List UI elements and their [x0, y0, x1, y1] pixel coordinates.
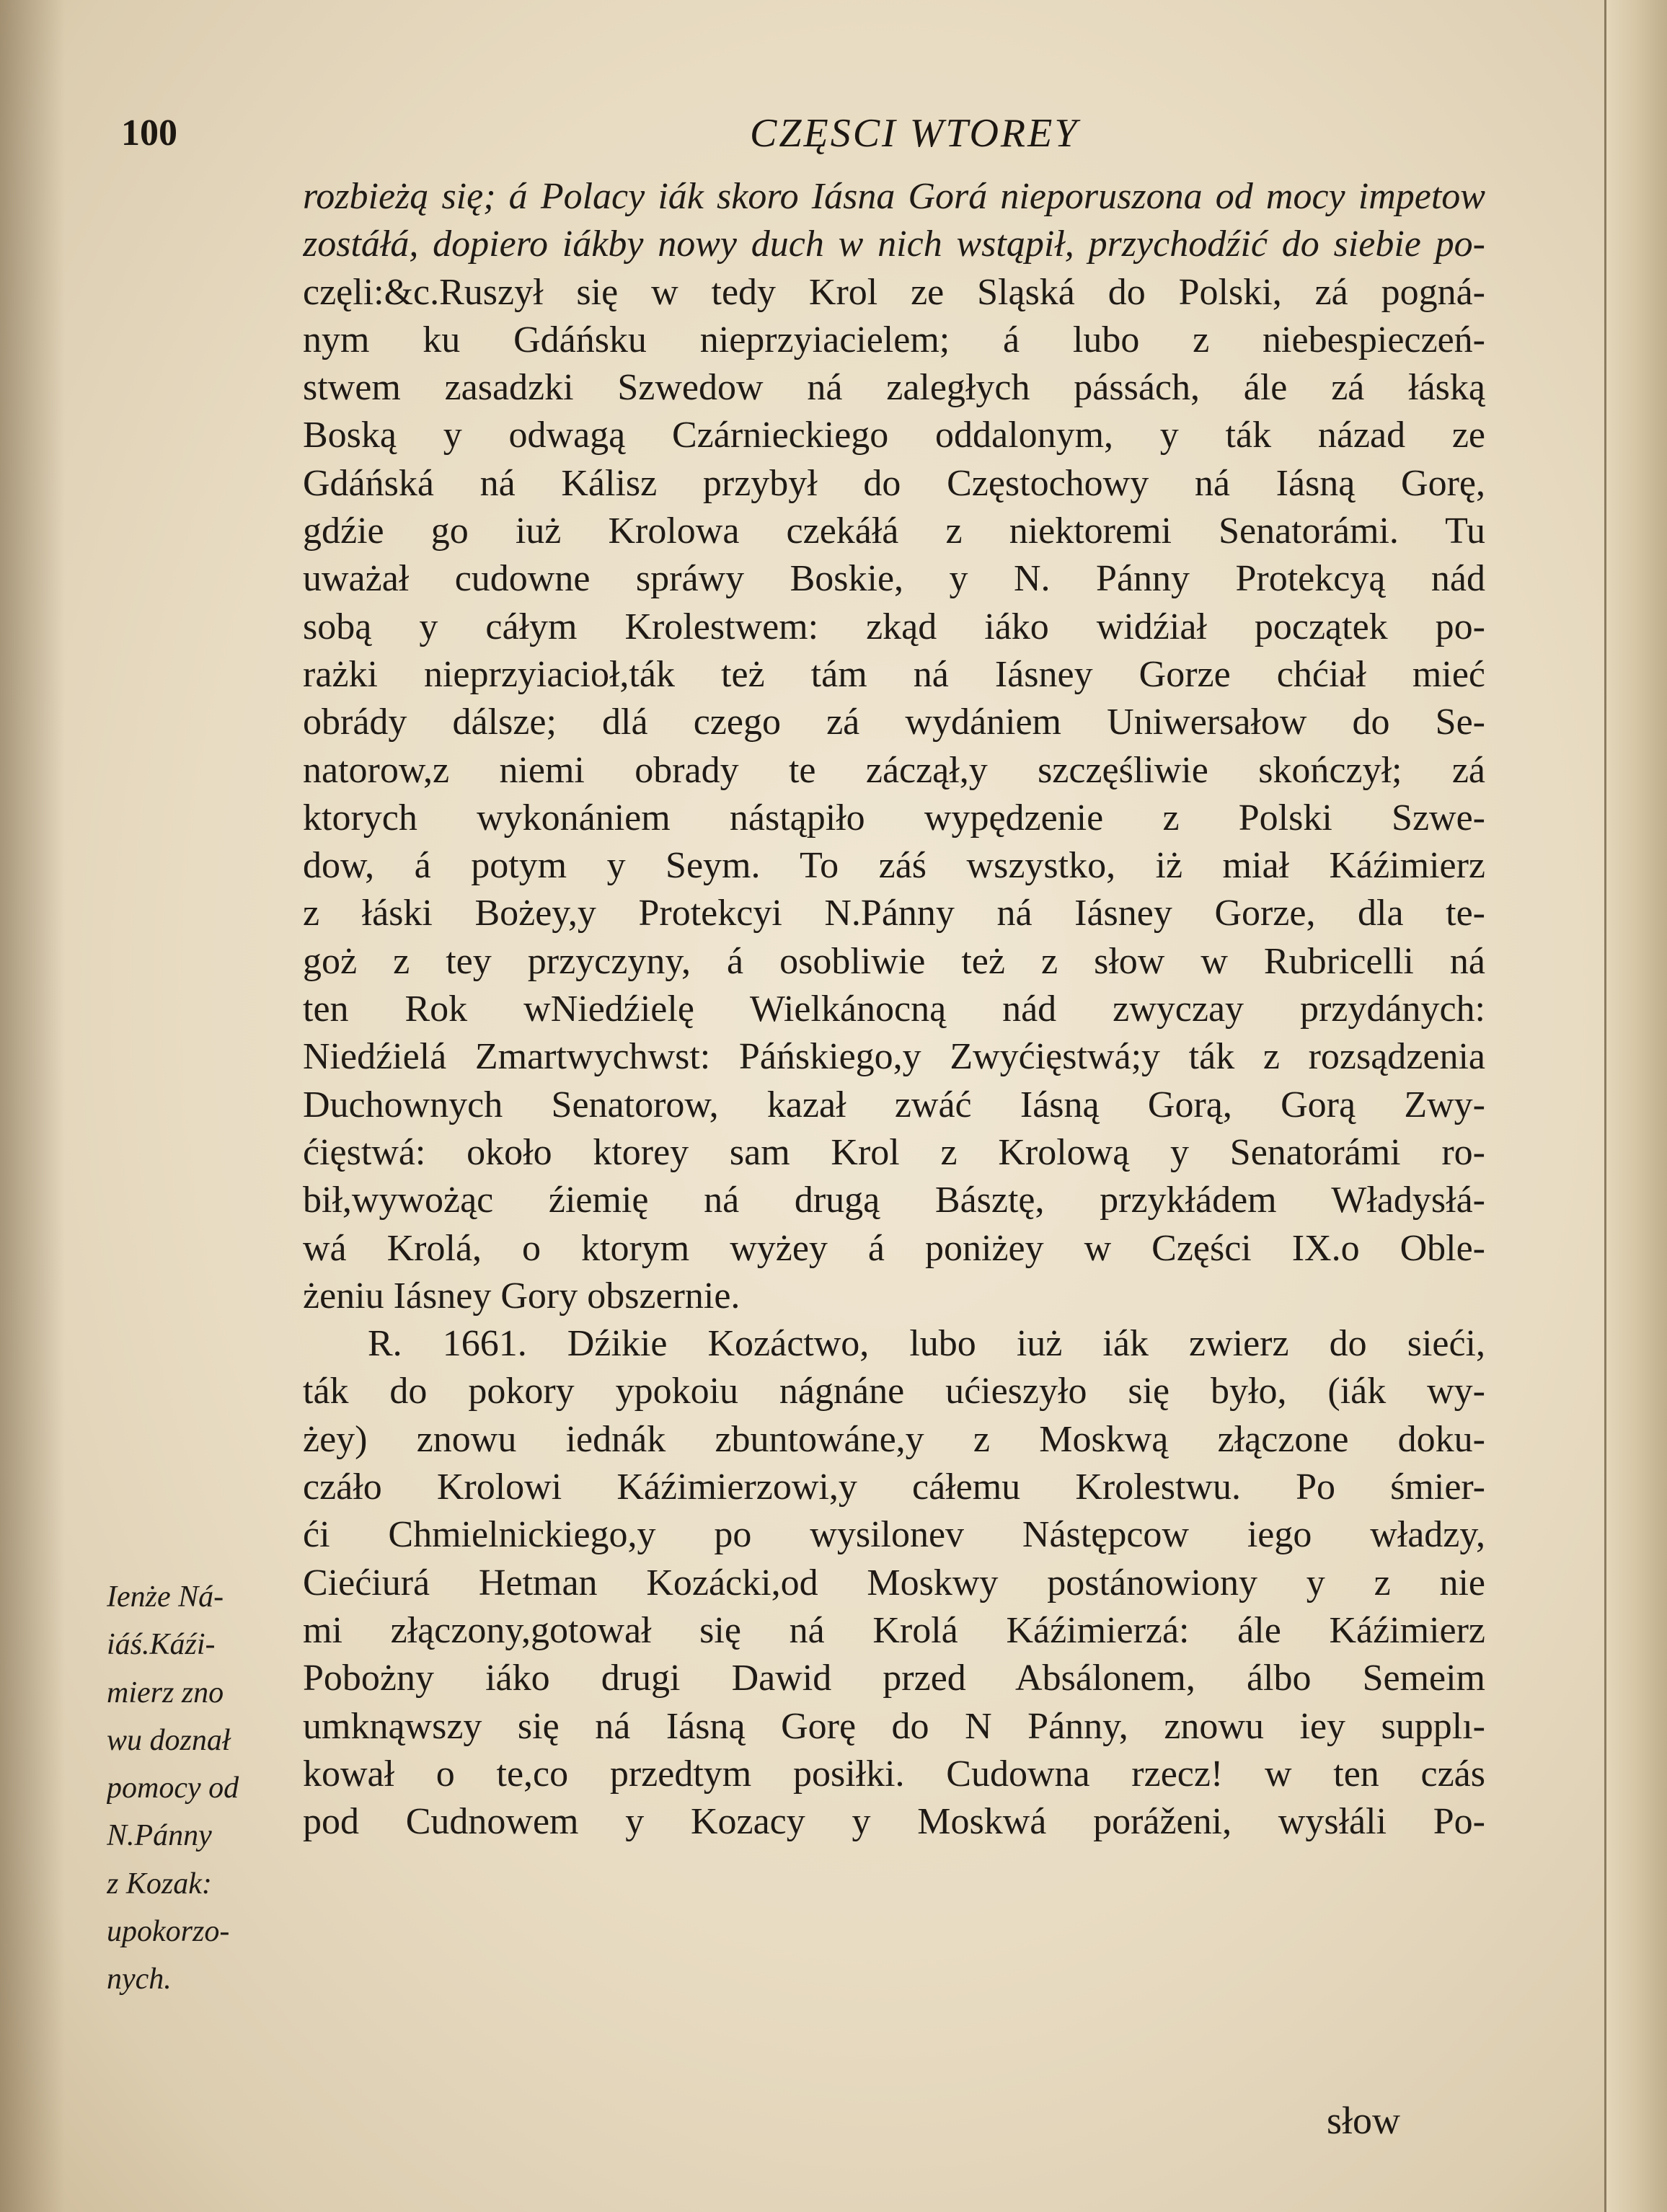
- margin-note-line: Ienże Ná-: [107, 1580, 224, 1614]
- text-line: obrády dálsze; dlá czego zá wydániem Uniwersałow do Se-: [303, 702, 1485, 743]
- text-line: czáło Krolowi Káźimierzowi,y cáłemu Krolestwu. Po śmier-: [303, 1466, 1485, 1508]
- text-line: stwem zasadzki Szwedow ná zaległych pássách, ále zá łáską: [303, 367, 1485, 409]
- text-line: R. 1661. Dźikie Kozáctwo, lubo iuż iák zwierz do sieći,: [368, 1323, 1485, 1365]
- text-line: z łáski Bożey,y Protekcyi N.Pánny ná Iásney Gorze, dla te-: [303, 893, 1485, 934]
- text-line: rażki nieprzyiacioł,ták też tám ná Iásney Gorze chćiał mieć: [303, 653, 1485, 695]
- text-line: mi złączony,gotował się ná Krolá Káźimierzá: ále Káźimierz: [303, 1609, 1485, 1651]
- text-line: goż z tey przyczyny, á osobliwie też z słow w Rubricelli ná: [303, 940, 1485, 982]
- text-line: ten Rok wNiedźielę Wielkánocną nád zwyczay przydánych:: [303, 988, 1485, 1030]
- text-line: Gdáńská ná Kálisz przybył do Częstochowy ná Iásną Gorę,: [303, 462, 1485, 504]
- text-line: wá Krolá, o ktorym wyżey á poniżey w Części IX.o Oble-: [303, 1227, 1485, 1269]
- text-line: natorow,z niemi obrady te záczął,y szczęśliwie skończył; zá: [303, 749, 1485, 791]
- text-line: ćięstwá: około ktorey sam Krol z Krolową y Senatorámi ro-: [303, 1131, 1485, 1173]
- text-line: żeniu Iásney Gory obszernie.: [303, 1275, 740, 1317]
- text-line: sobą y cáłym Krolestwem: zkąd iáko widźiał początek po-: [303, 606, 1485, 647]
- text-line: rozbieżą się; á Polacy iák skoro Iásna Gorá nieporuszona od mocy impetow: [303, 176, 1485, 217]
- running-head: CZĘSCI WTOREY: [750, 111, 1079, 156]
- text-line: zostáłá, dopiero iákby nowy duch w nich wstąpił, przychodźić do siebie po-: [303, 224, 1485, 265]
- margin-note-line: pomocy od: [107, 1771, 239, 1805]
- margin-note-line: mierz zno: [107, 1676, 224, 1709]
- page-number: 100: [121, 112, 177, 154]
- text-line: gdźie go iuż Krolowa czekáłá z niektoremi Senatorámi. Tu: [303, 510, 1485, 552]
- margin-notes: [107, 1573, 280, 2004]
- text-line: Niedźielá Zmartwychwst: Páńskiego,y Zwyćięstwá;y ták z rozsądzenia: [303, 1036, 1485, 1078]
- text-line: Boską y odwagą Czárnieckiego oddalonym, y ták názad ze: [303, 415, 1485, 456]
- text-line: częli:&c.Ruszył się w tedy Krol ze Sląská do Polski, zá pogná-: [303, 271, 1485, 313]
- margin-note-line: iáś.Káźi-: [107, 1628, 216, 1662]
- text-line: uważał cudowne spráwy Boskie, y N. Pánny Protekcyą nád: [303, 558, 1485, 600]
- facing-page-edge: [1604, 0, 1667, 2212]
- text-line: żey) znowu iednák zbuntowáne,y z Moskwą złączone doku-: [303, 1418, 1485, 1460]
- text-line: Ciećiurá Hetman Kozácki,od Moskwy postánowiony y z nie: [303, 1562, 1485, 1603]
- text-line: dow, á potym y Seym. To záś wszystko, iż miał Káźimierz: [303, 845, 1485, 887]
- body-text: [303, 173, 1485, 1846]
- text-line: ktorych wykonániem nástąpiło wypędzenie z Polski Szwe-: [303, 797, 1485, 839]
- text-line: ták do pokory ypokoiu nágnáne ućieszyło się było, (iák wy-: [303, 1371, 1485, 1412]
- margin-note-line: upokorzo-: [107, 1915, 230, 1949]
- margin-note-line: wu doznał: [107, 1723, 231, 1757]
- text-line: bił,wywożąc źiemię ná drugą Básztę, przykłádem Władysłá-: [303, 1180, 1485, 1221]
- text-line: umknąwszy się ná Iásną Gorę do N Pánny, znowu iey supplı-: [303, 1705, 1485, 1747]
- catchword: słow: [1327, 2099, 1401, 2142]
- text-line: pod Cudnowem y Kozacy y Moskwá poráženi, wysłáli Po-: [303, 1801, 1485, 1843]
- text-line: nym ku Gdáńsku nieprzyiacielem; á lubo z niebespieczeń-: [303, 319, 1485, 360]
- text-line: Pobożny iáko drugi Dawid przed Absálonem, álbo Semeim: [303, 1658, 1485, 1699]
- text-line: ći Chmielnickiego,y po wysilonev Nástępcow iego władzy,: [303, 1514, 1485, 1556]
- text-line: Duchownych Senatorow, kazał zwáć Iásną Gorą, Gorą Zwy-: [303, 1084, 1485, 1125]
- margin-note-line: z Kozak:: [107, 1867, 212, 1901]
- margin-note-line: N.Pánny: [107, 1819, 212, 1853]
- text-line: kował o te,co przedtym posiłki. Cudowna rzecz! w ten czás: [303, 1753, 1485, 1795]
- margin-note-line: nych.: [107, 1963, 172, 1996]
